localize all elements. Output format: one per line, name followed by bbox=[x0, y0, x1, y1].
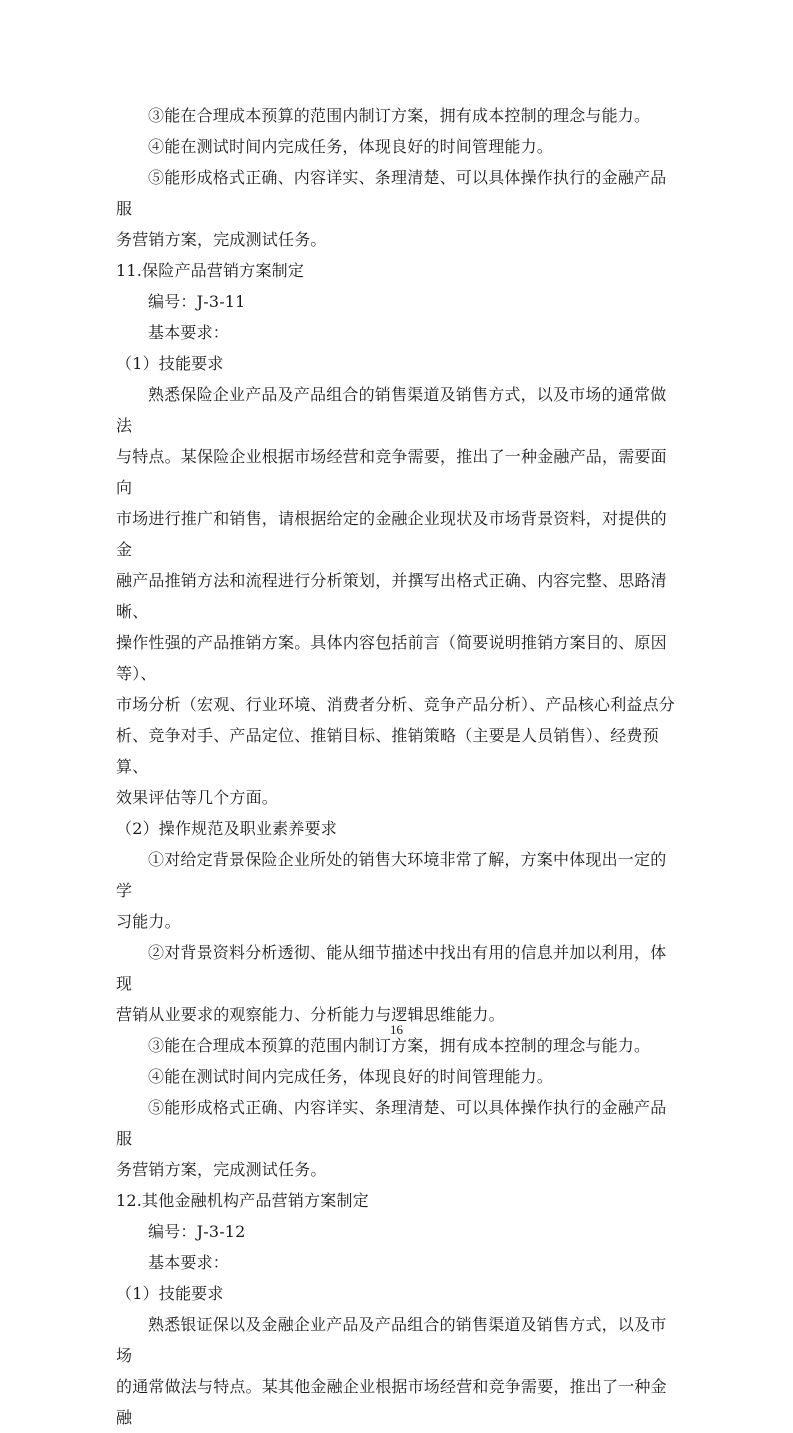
section-heading: 12.其他金融机构产品营销方案制定 bbox=[116, 1191, 369, 1210]
page-body bbox=[116, 100, 682, 1433]
text-line: 熟悉保险企业产品及产品组合的销售渠道及销售方式，以及市场的通常做法 bbox=[116, 385, 667, 435]
text-line: 市场分析（宏观、行业环境、消费者分析、竞争产品分析）、产品核心利益点分 bbox=[116, 695, 676, 714]
text-line: 熟悉银证保以及金融企业产品及产品组合的销售渠道及销售方式，以及市场 bbox=[116, 1315, 667, 1365]
text-line: 基本要求： bbox=[148, 323, 230, 342]
text-line: ①对给定背景保险企业所处的销售大环境非常了解，方案中体现出一定的学 bbox=[116, 850, 667, 900]
subheading: （2）操作规范及职业素养要求 bbox=[116, 819, 337, 838]
subheading: （1）技能要求 bbox=[116, 354, 224, 373]
text-line: 与特点。某保险企业根据市场经营和竞争需要，推出了一种金融产品，需要面向 bbox=[116, 447, 667, 497]
text-line: 习能力。 bbox=[116, 912, 181, 931]
page-number: 16 bbox=[390, 1022, 403, 1037]
code-line: 编号：J-3-11 bbox=[148, 292, 246, 311]
text-line: 析、竞争对手、产品定位、推销目标、推销策略（主要是人员销售）、经费预算、 bbox=[116, 726, 659, 776]
text-line: ⑤能形成格式正确、内容详实、条理清楚、可以具体操作执行的金融产品服 bbox=[116, 168, 667, 218]
text-line: ③能在合理成本预算的范围内制订方案，拥有成本控制的理念与能力。 bbox=[148, 1036, 651, 1055]
text-line: ④能在测试时间内完成任务，体现良好的时间管理能力。 bbox=[148, 1067, 554, 1086]
code-line: 编号：J-3-12 bbox=[148, 1222, 246, 1241]
text-line: ④能在测试时间内完成任务，体现良好的时间管理能力。 bbox=[148, 137, 554, 156]
text-line: 的通常做法与特点。某其他金融企业根据市场经营和竞争需要，推出了一种金融 bbox=[116, 1377, 667, 1427]
text-line: 效果评估等几个方面。 bbox=[116, 788, 279, 807]
section-heading: 11.保险产品营销方案制定 bbox=[116, 261, 305, 280]
text-line: 务营销方案，完成测试任务。 bbox=[116, 1160, 327, 1179]
text-line: ③能在合理成本预算的范围内制订方案，拥有成本控制的理念与能力。 bbox=[148, 106, 651, 125]
text-line: ⑤能形成格式正确、内容详实、条理清楚、可以具体操作执行的金融产品服 bbox=[116, 1098, 667, 1148]
text-line: 融产品推销方法和流程进行分析策划，并撰写出格式正确、内容完整、思路清晰、 bbox=[116, 571, 667, 621]
subheading: （1）技能要求 bbox=[116, 1284, 224, 1303]
text-line: 基本要求： bbox=[148, 1253, 230, 1272]
text-line: 务营销方案，完成测试任务。 bbox=[116, 230, 327, 249]
text-line: 市场进行推广和销售，请根据给定的金融企业现状及市场背景资料，对提供的金 bbox=[116, 509, 667, 559]
text-line: 营销从业要求的观察能力、分析能力与逻辑思维能力。 bbox=[116, 1005, 505, 1024]
text-line: ②对背景资料分析透彻、能从细节描述中找出有用的信息并加以利用，体现 bbox=[116, 943, 667, 993]
text-line: 操作性强的产品推销方案。具体内容包括前言（简要说明推销方案目的、原因等）、 bbox=[116, 633, 667, 683]
